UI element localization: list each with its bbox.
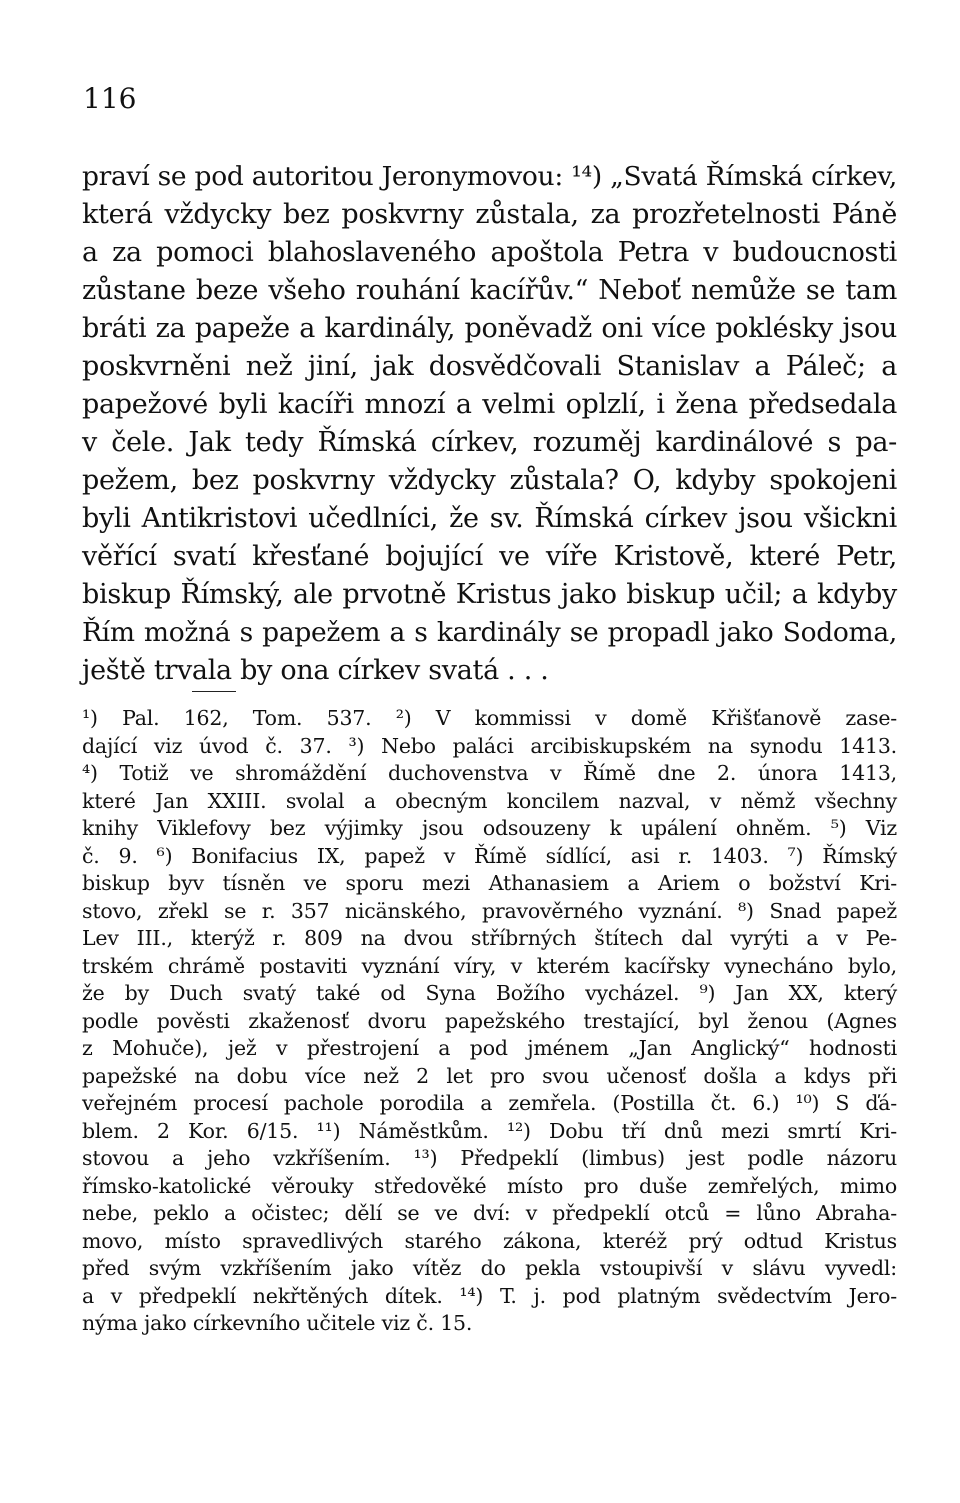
footnote-line: veřejném procesí pachole porodila a zemřela. (Postilla čt. 6.) ¹⁰) S ďá- [82, 1091, 897, 1115]
footnote-line: římsko-katolické věrouky středověké místo pro duše zemřelých, mimo [82, 1173, 897, 1198]
text-line: byli Antikristovi učedlníci, že sv. Římská církev jsou všickni [82, 503, 897, 534]
text-line: pežem, bez poskvrny vždycky zůstala? O, kdyby spokojeni [82, 465, 897, 496]
footnote-line: papežské na dobu více než 2 let pro svou učenosť došla a kdys při [82, 1063, 897, 1088]
footnote-line: ¹) Pal. 162, Tom. 537. ²) V kommissi v domě Křišťanově zase- [82, 706, 897, 730]
footnote-line: movo, místo spravedlivých starého zákona, kteréž prý odtud Kristus [82, 1228, 897, 1253]
footnote-line: nýma jako církevního učitele viz č. 15. [82, 1311, 473, 1335]
footnote-line: nebe, peklo a očistec; dělí se ve dví: v předpeklí otců = lůno Abraha- [82, 1201, 897, 1225]
text-line: zůstane beze všeho rouhání kacířův.“ Neboť nemůže se tam [82, 275, 897, 306]
text-line: v čele. Jak tedy Římská církev, rozuměj kardinálové s pa- [82, 427, 897, 458]
text-line: která vždycky bez poskvrny zůstala, za prozřetelnosti Páně [82, 199, 897, 230]
footnote-line: č. 9. ⁶) Bonifacius IX, papež v Římě sídlící, asi r. 1403. ⁷) Římský [82, 843, 897, 868]
footnote-separator [192, 691, 236, 692]
footnote-line: knihy Viklefovy bez výjimky jsou odsouzeny k upálení ohněm. ⁵) Viz [82, 816, 897, 840]
footnote-line: které Jan XXIII. svolal a obecným koncilem nazval, v němž všechny [82, 788, 897, 813]
text-line: ještě trvala by ona církev svatá . . . [82, 655, 549, 686]
footnote-line: stovou a jeho vzkříšením. ¹³) Předpeklí (limbus) jest podle názoru [82, 1146, 897, 1170]
main-text [82, 158, 897, 690]
text-line: praví se pod autoritou Jeronymovou: ¹⁴) „Svatá Římská církev, [82, 161, 897, 192]
text-line: a za pomoci blahoslaveného apoštola Petra v budoucnosti [82, 237, 897, 268]
footnote-line: Lev III., kterýž r. 809 na dvou stříbrných štítech dal vyrýti a v Pe- [82, 926, 897, 950]
text-line: bráti za papeže a kardinály, poněvadž oni více poklésky jsou [82, 313, 897, 344]
footnote-line: z Mohuče), jež v přestrojení a pod jménem „Jan Anglický“ hodnosti [82, 1036, 897, 1060]
text-line: Řím možná s papežem a s kardinály se propadl jako Sodoma, [82, 617, 897, 648]
footnotes [82, 705, 897, 1338]
footnote-line: podle pověsti zkaženosť dvoru papežského trestající, byl ženou (Agnes [82, 1008, 897, 1033]
text-line: věřící svatí křesťané bojující ve víře Kristově, které Petr, [82, 541, 897, 572]
text-line: poskvrněni než jiní, jak dosvědčovali Stanislav a Páleč; a [82, 351, 897, 382]
footnote-line: dající viz úvod č. 37. ³) Nebo paláci arcibiskupském na synodu 1413. [82, 733, 897, 758]
footnote-line: ⁴) Totiž ve shromáždění duchovenstva v Římě dne 2. února 1413, [82, 761, 897, 785]
page-number: 116 [83, 82, 137, 115]
footnote-line: stovo, zřekl se r. 357 nicänského, pravověrného vyznání. ⁸) Snad papež [82, 898, 897, 923]
text-line: papežové byli kacíři mnozí a velmi oplzlí, i žena předsedala [82, 389, 897, 420]
text-line: biskup Římský, ale prvotně Kristus jako biskup učil; a kdyby [82, 579, 897, 610]
footnote-line: a v předpeklí nekřtěných dítek. ¹⁴) T. j. pod platným svědectvím Jero- [82, 1283, 897, 1308]
footnote-line: před svým vzkříšením jako vítěz do pekla vstoupivší v slávu vyvedl: [82, 1256, 897, 1280]
footnote-line: blem. 2 Kor. 6/15. ¹¹) Náměstkům. ¹²) Dobu tří dnů mezi smrtí Kri- [82, 1118, 897, 1143]
footnote-line: trském chrámě postaviti vyznání víry, v kterém kacířsky vynecháno bylo, [82, 953, 897, 978]
footnote-line: biskup byv tísněn ve sporu mezi Athanasiem a Ariem o božství Kri- [82, 871, 897, 895]
footnote-line: že by Duch svatý také od Syna Božího vycházel. ⁹) Jan XX, který [82, 981, 897, 1005]
